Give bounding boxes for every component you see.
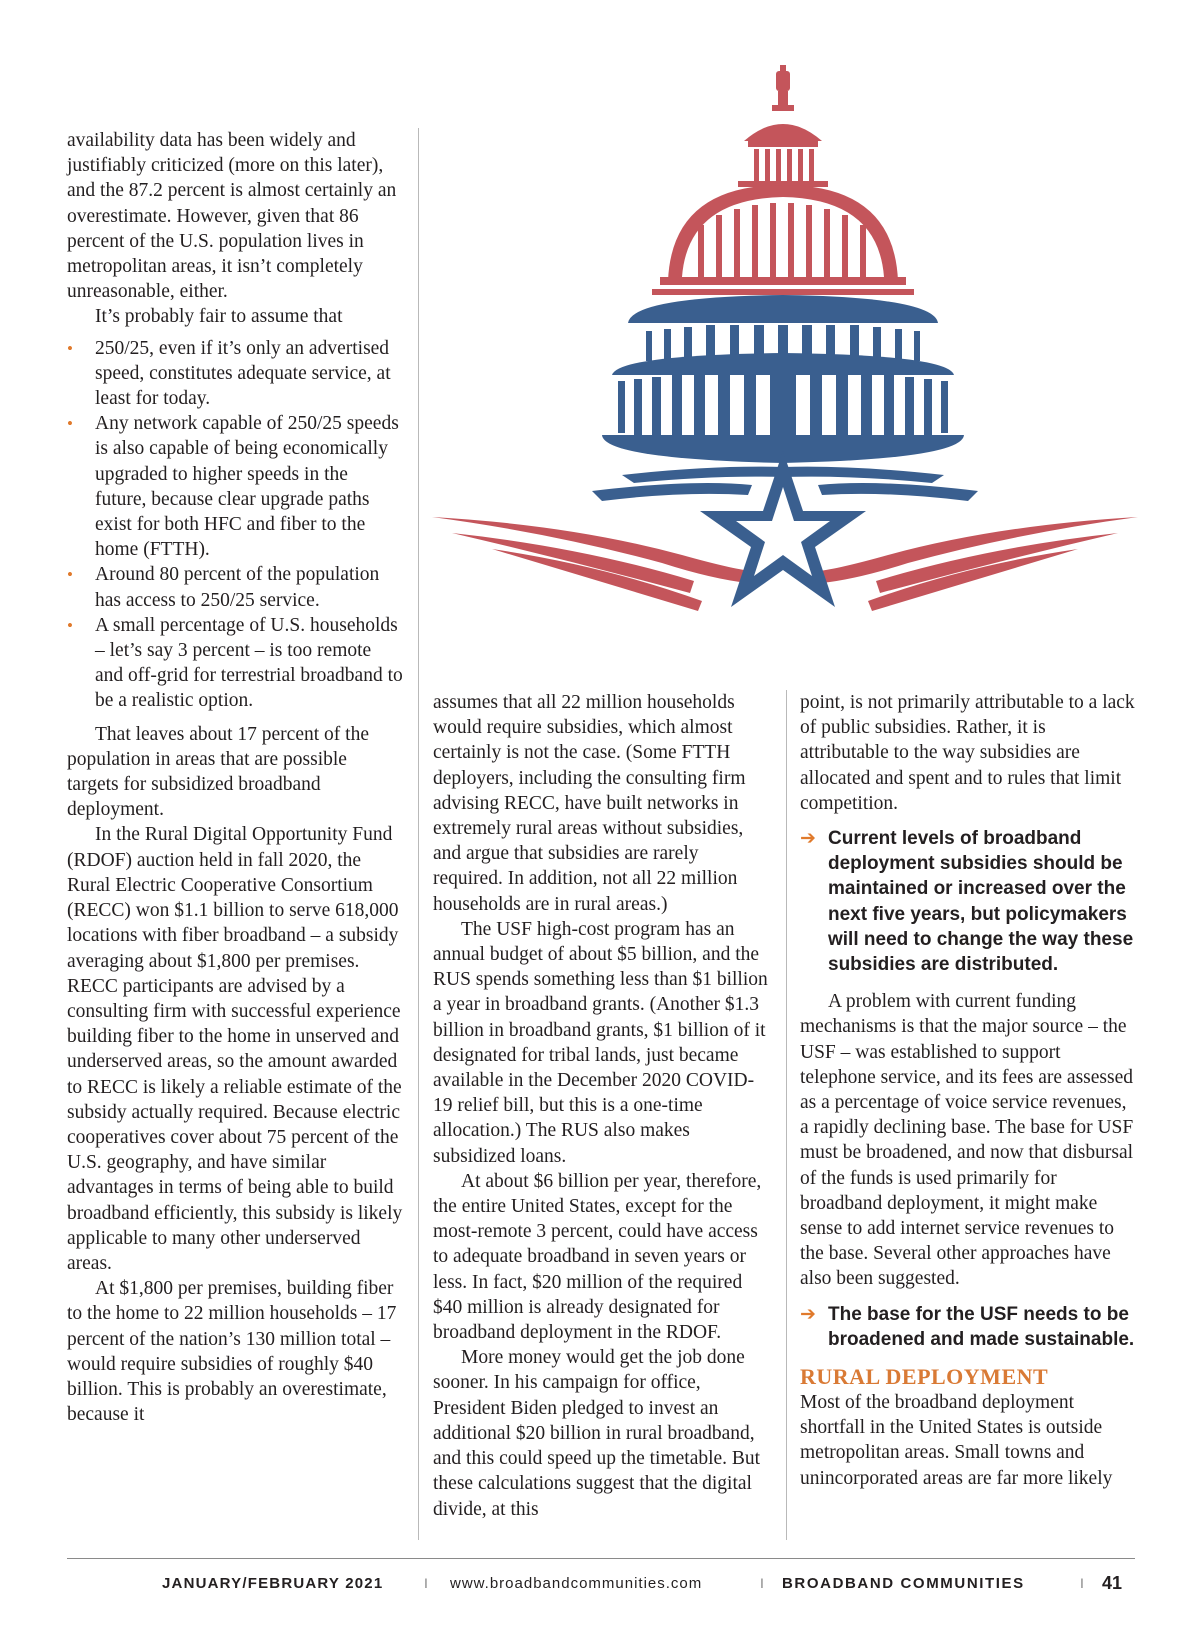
footer-separator: I	[424, 1575, 428, 1591]
footer-separator: I	[760, 1575, 764, 1591]
list-item	[67, 336, 403, 412]
issue-date: JANUARY/FEBRUARY 2021	[162, 1575, 384, 1592]
column-rule-left	[418, 128, 419, 1540]
paragraph: The USF high-cost program has an annual budget of about $5 billion, and the RUS spends something less than $1 billion a year in broadband grants. (Another $1.3 billion in broadband grants, $1 billion of it designated for tribal lands, just became available in the December 2020 COVID-19 relief bill, but this is a one-time allocation.) The RUS also makes subsidized loans.	[433, 918, 768, 1167]
paragraph: A problem with current funding mechanisms is that the major source – the USF – was established to support telephone service, and its fees are assessed as a percentage of voice service revenues, a rapidly declining base. The base for USF must be broadened, and now that disbursal of the funds is used primarily for broadband deployment, it might make sense to add internet service revenues to the base. Several other approaches have also been suggested.	[800, 991, 1134, 1290]
footer-separator: I	[1080, 1575, 1084, 1591]
website-url: www.broadbandcommunities.com	[450, 1575, 703, 1592]
callout-box	[800, 1302, 1136, 1352]
article-column-3	[800, 690, 1136, 1491]
page-number: 41	[1102, 1573, 1123, 1593]
callout-text: The base for the USF needs to be broadened and made sustainable.	[828, 1303, 1135, 1350]
paragraph: In the Rural Digital Opportunity Fund (RDOF) auction held in fall 2020, the Rural Electric Cooperative Consortium (RECC) won $1.1 billion to serve 618,000 locations with fiber broadband – a subsidy averaging about $1,800 per premises. RECC participants are advised by a consulting firm with successful experience building fiber to the home in unserved and underserved areas, so the amount awarded to RECC is likely a reliable estimate of the subsidy actually required. Because electric cooperatives cover about 75 percent of the U.S. geography, and have similar advantages in terms of being able to build broadband efficiently, this subsidy is likely applicable to many other underserved areas.	[67, 824, 403, 1274]
bullet-icon: •	[67, 338, 73, 358]
list-item	[67, 562, 403, 612]
footer-rule	[67, 1558, 1135, 1559]
arrow-right-icon: ➔	[800, 828, 816, 850]
bullet-icon: •	[67, 615, 73, 635]
paragraph: Most of the broadband deployment shortfall in the United States is outside metropolitan areas. Small towns and unincorporated areas are far more likely	[800, 1392, 1113, 1489]
bullet-icon: •	[67, 414, 73, 434]
article-column-1	[67, 128, 403, 1427]
paragraph: That leaves about 17 percent of the population in areas that are possible targets for subsidized broadband deployment.	[67, 723, 369, 821]
list-item-text: Any network capable of 250/25 speeds is also capable of being economically upgraded to higher speeds in the future, because clear upgrade paths exist for both HFC and fiber to the home (FTTH).	[95, 413, 399, 561]
bullet-list	[67, 336, 403, 714]
section-heading: RURAL DEPLOYMENT	[800, 1364, 1049, 1390]
paragraph: It’s probably fair to assume that	[95, 306, 343, 328]
list-item-text: Around 80 percent of the population has access to 250/25 service.	[95, 564, 380, 611]
paragraph: assumes that all 22 million households would require subsidies, which almost certainly is not the case. (Some FTTH deployers, including the consulting firm advising RECC, have built networks in extremely rural areas without subsidies, and argue that subsidies are rarely required. In addition, not all 22 million households are in rural areas.)	[433, 692, 746, 915]
capitol-dome-illustration	[432, 55, 1138, 625]
list-item	[67, 613, 403, 714]
callout-text: Current levels of broadband deployment subsidies should be maintained or increased over the next five years, but policymakers will need to change the way these subsidies are distributed.	[828, 828, 1134, 976]
paragraph: point, is not primarily attributable to a lack of public subsidies. Rather, it is attributable to the way subsidies are allocated and spent and to rules that limit competition.	[800, 692, 1135, 814]
list-item-text: A small percentage of U.S. households – let’s say 3 percent – is too remote and off-grid for terrestrial broadband to be a realistic option.	[95, 614, 403, 712]
bullet-icon: •	[67, 565, 73, 585]
callout-box	[800, 826, 1136, 977]
article-column-2	[433, 690, 773, 1522]
column-rule-right	[786, 690, 787, 1540]
page-footer	[162, 1575, 1135, 1599]
paragraph: At about $6 billion per year, therefore, the entire United States, except for the most-remote 3 percent, could have access to adequate broadband in seven years or less. In fact, $20 million of the required $40 million is already designated for broadband deployment in the RDOF.	[433, 1170, 762, 1344]
arrow-right-icon: ➔	[800, 1303, 816, 1325]
list-item	[67, 411, 403, 562]
list-item-text: 250/25, even if it’s only an advertised speed, constitutes adequate service, at least for today.	[95, 337, 391, 410]
paragraph: At $1,800 per premises, building fiber to the home to 22 million households – 17 percent of the nation’s 130 million total – would require subsidies of roughly $40 billion. This is probably an overestimate, because it	[67, 1278, 397, 1426]
magazine-name: BROADBAND COMMUNITIES	[782, 1575, 1025, 1592]
paragraph: More money would get the job done sooner. In his campaign for office, President Biden pledged to invest an additional $20 billion in rural broadband, and this could speed up the timetable. But these calculations suggest that the digital divide, at this	[433, 1347, 761, 1520]
paragraph: availability data has been widely and justifiably criticized (more on this later), and the 87.2 percent is almost certainly an overestimate. However, given that 86 percent of the U.S. population lives in metropolitan areas, it isn’t completely unreasonable, either.	[67, 130, 397, 303]
